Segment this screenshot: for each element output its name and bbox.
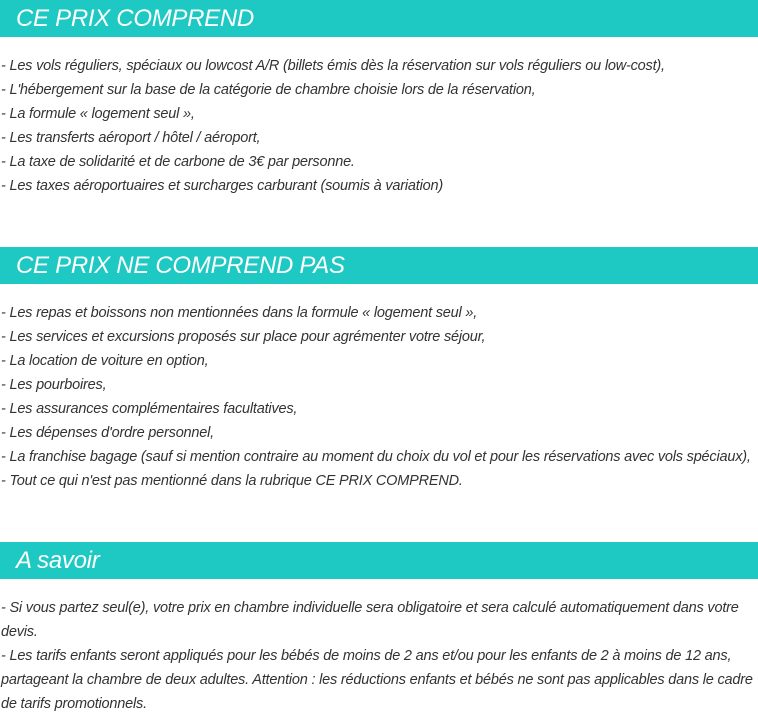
list-item: - L'hébergement sur la base de la catégorie de chambre choisie lors de la réservation, bbox=[1, 82, 536, 98]
list-item: - Les vols réguliers, spéciaux ou lowcost A/R (billets émis dès la réservation sur vols réguliers ou low-cost), bbox=[1, 58, 665, 74]
price-excludes-list bbox=[0, 301, 758, 493]
list-item: - Les services et excursions proposés sur place pour agrémenter votre séjour, bbox=[1, 329, 486, 345]
list-item: - Les taxes aéroportuaires et surcharges carburant (soumis à variation) bbox=[1, 178, 443, 194]
list-item: - Si vous partez seul(e), votre prix en chambre individuelle sera obligatoire et sera calculé automatiquement dans votre devis. bbox=[1, 600, 739, 640]
list-item: - Les pourboires, bbox=[1, 377, 107, 393]
price-includes-list bbox=[0, 54, 758, 198]
list-item: - La formule « logement seul », bbox=[1, 106, 195, 122]
list-item: - Tout ce qui n'est pas mentionné dans la rubrique CE PRIX COMPREND. bbox=[1, 473, 463, 489]
list-item: - Les tarifs enfants seront appliqués pour les bébés de moins de 2 ans et/ou pour les enfants de 2 à moins de 12 ans, partageant la chambre de deux adultes. Attention : les réductions enfants et bébés ne sont pas applicables dans le cadre de tarifs promotionnels. bbox=[1, 648, 753, 712]
section-title-price-excludes: CE PRIX NE COMPREND PAS bbox=[0, 247, 758, 284]
section-title-price-includes: CE PRIX COMPREND bbox=[0, 0, 758, 37]
list-item: - Les repas et boissons non mentionnées dans la formule « logement seul », bbox=[1, 305, 478, 321]
list-item: - Les assurances complémentaires facultatives, bbox=[1, 401, 298, 417]
list-item: - La taxe de solidarité et de carbone de 3€ par personne. bbox=[1, 154, 355, 170]
good-to-know-list bbox=[0, 596, 758, 716]
list-item: - Les transferts aéroport / hôtel / aéroport, bbox=[1, 130, 261, 146]
list-item: - Les dépenses d'ordre personnel, bbox=[1, 425, 215, 441]
section-price-excludes bbox=[0, 247, 758, 493]
section-price-includes bbox=[0, 0, 758, 198]
section-good-to-know bbox=[0, 542, 758, 716]
list-item: - La franchise bagage (sauf si mention contraire au moment du choix du vol et pour les réservations avec vols spéciaux), bbox=[1, 449, 751, 465]
section-title-good-to-know: A savoir bbox=[0, 542, 758, 579]
list-item: - La location de voiture en option, bbox=[1, 353, 209, 369]
